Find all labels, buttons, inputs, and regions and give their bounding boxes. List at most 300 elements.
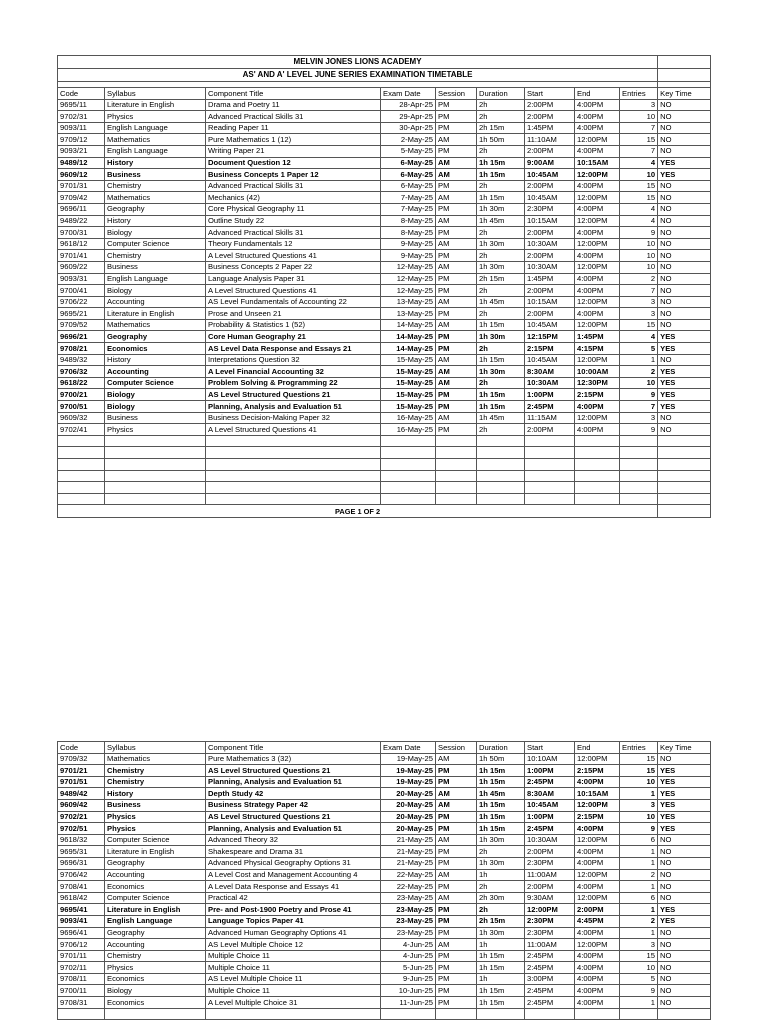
date-cell: 23-May-25	[381, 915, 436, 927]
session-cell: AM	[436, 377, 477, 389]
date-cell: 8-May-25	[381, 215, 436, 227]
key-time-cell: NO	[658, 273, 711, 285]
date-cell: 23-May-25	[381, 927, 436, 939]
timetable-page-2	[57, 741, 711, 1020]
start-cell: 11:10AM	[525, 134, 575, 146]
end-cell: 12:00PM	[575, 939, 620, 951]
start-cell: 2:00PM	[525, 250, 575, 262]
table-row	[58, 250, 711, 262]
syllabus-cell: Accounting	[105, 939, 206, 951]
column-header: End	[575, 88, 620, 100]
code-cell: 9702/11	[58, 962, 105, 974]
key-time-cell: YES	[658, 366, 711, 378]
entries-cell: 9	[620, 424, 658, 436]
duration-cell: 2h	[477, 308, 525, 320]
code-cell: 9701/41	[58, 250, 105, 262]
date-cell: 5-May-25	[381, 145, 436, 157]
column-header: Component Title	[206, 742, 381, 754]
duration-cell: 1h 30m	[477, 331, 525, 343]
date-cell: 21-May-25	[381, 834, 436, 846]
syllabus-cell: Economics	[105, 997, 206, 1009]
key-time-cell: NO	[658, 192, 711, 204]
session-cell: AM	[436, 157, 477, 169]
entries-cell: 1	[620, 846, 658, 858]
date-cell: 13-May-25	[381, 308, 436, 320]
empty-row	[58, 459, 711, 471]
duration-cell: 1h 15m	[477, 765, 525, 777]
session-cell: PM	[436, 915, 477, 927]
start-cell: 2:00PM	[525, 99, 575, 111]
start-cell: 10:15AM	[525, 296, 575, 308]
start-cell: 2:00PM	[525, 227, 575, 239]
session-cell: AM	[436, 788, 477, 800]
code-cell: 9702/21	[58, 811, 105, 823]
entries-cell: 15	[620, 134, 658, 146]
code-cell: 9696/21	[58, 331, 105, 343]
end-cell: 12:00PM	[575, 354, 620, 366]
entries-cell: 3	[620, 296, 658, 308]
session-cell: PM	[436, 985, 477, 997]
entries-cell: 5	[620, 973, 658, 985]
entries-cell: 2	[620, 366, 658, 378]
duration-cell: 1h 30m	[477, 261, 525, 273]
session-cell: PM	[436, 927, 477, 939]
start-cell: 2:45PM	[525, 950, 575, 962]
date-cell: 4-Jun-25	[381, 950, 436, 962]
duration-cell: 2h	[477, 904, 525, 916]
start-cell: 2:00PM	[525, 285, 575, 297]
code-cell: 9696/31	[58, 857, 105, 869]
start-cell: 9:30AM	[525, 892, 575, 904]
date-cell: 10-Jun-25	[381, 985, 436, 997]
key-time-cell: NO	[658, 215, 711, 227]
code-cell: 9701/31	[58, 180, 105, 192]
component-cell: Advanced Theory 32	[206, 834, 381, 846]
end-cell: 12:00PM	[575, 215, 620, 227]
code-cell: 9093/21	[58, 145, 105, 157]
end-cell: 12:00PM	[575, 834, 620, 846]
session-cell: PM	[436, 99, 477, 111]
date-cell: 22-May-25	[381, 881, 436, 893]
code-cell: 9695/41	[58, 904, 105, 916]
start-cell: 8:30AM	[525, 788, 575, 800]
table-row	[58, 962, 711, 974]
syllabus-cell: Geography	[105, 857, 206, 869]
syllabus-cell: History	[105, 215, 206, 227]
syllabus-cell: Geography	[105, 927, 206, 939]
key-time-cell: NO	[658, 145, 711, 157]
start-cell: 10:45AM	[525, 192, 575, 204]
end-cell: 12:00PM	[575, 412, 620, 424]
table-row	[58, 145, 711, 157]
component-cell: AS Level Data Response and Essays 21	[206, 343, 381, 355]
code-cell: 9709/42	[58, 192, 105, 204]
syllabus-cell: Mathematics	[105, 319, 206, 331]
session-cell: AM	[436, 261, 477, 273]
entries-cell: 1	[620, 354, 658, 366]
table-row	[58, 927, 711, 939]
component-cell: AS Level Fundamentals of Accounting 22	[206, 296, 381, 308]
column-header: Start	[525, 88, 575, 100]
date-cell: 14-May-25	[381, 343, 436, 355]
duration-cell: 2h	[477, 250, 525, 262]
session-cell: PM	[436, 857, 477, 869]
table-row	[58, 319, 711, 331]
key-time-cell: YES	[658, 788, 711, 800]
component-cell: AS Level Multiple Choice 12	[206, 939, 381, 951]
end-cell: 4:00PM	[575, 250, 620, 262]
session-cell: PM	[436, 180, 477, 192]
key-time-cell: NO	[658, 869, 711, 881]
key-time-cell: NO	[658, 285, 711, 297]
entries-cell: 6	[620, 892, 658, 904]
entries-cell: 1	[620, 927, 658, 939]
syllabus-cell: Mathematics	[105, 134, 206, 146]
table-row	[58, 788, 711, 800]
code-cell: 9702/51	[58, 823, 105, 835]
date-cell: 6-May-25	[381, 180, 436, 192]
date-cell: 6-May-25	[381, 157, 436, 169]
date-cell: 15-May-25	[381, 354, 436, 366]
code-cell: 9708/11	[58, 973, 105, 985]
code-cell: 9709/52	[58, 319, 105, 331]
table-row	[58, 811, 711, 823]
entries-cell: 7	[620, 145, 658, 157]
table-row	[58, 180, 711, 192]
end-cell: 12:00PM	[575, 238, 620, 250]
syllabus-cell: Economics	[105, 973, 206, 985]
table-row	[58, 122, 711, 134]
component-cell: Reading Paper 11	[206, 122, 381, 134]
column-header: Component Title	[206, 88, 381, 100]
session-cell: AM	[436, 753, 477, 765]
key-time-cell: YES	[658, 401, 711, 413]
syllabus-cell: History	[105, 354, 206, 366]
code-cell: 9709/12	[58, 134, 105, 146]
session-cell: PM	[436, 881, 477, 893]
end-cell: 4:00PM	[575, 950, 620, 962]
date-cell: 8-May-25	[381, 227, 436, 239]
end-cell: 12:00PM	[575, 296, 620, 308]
component-cell: AS Level Structured Questions 21	[206, 765, 381, 777]
table-row	[58, 203, 711, 215]
key-time-cell: NO	[658, 892, 711, 904]
syllabus-cell: Chemistry	[105, 250, 206, 262]
end-cell: 4:00PM	[575, 285, 620, 297]
code-cell: 9701/11	[58, 950, 105, 962]
start-cell: 1:45PM	[525, 122, 575, 134]
session-cell: AM	[436, 892, 477, 904]
duration-cell: 1h 30m	[477, 203, 525, 215]
component-cell: Writing Paper 21	[206, 145, 381, 157]
component-cell: AS Level Structured Questions 21	[206, 811, 381, 823]
column-header: Syllabus	[105, 88, 206, 100]
start-cell: 11:00AM	[525, 939, 575, 951]
table-row	[58, 227, 711, 239]
key-time-cell: NO	[658, 99, 711, 111]
table-row	[58, 308, 711, 320]
start-cell: 2:30PM	[525, 857, 575, 869]
duration-cell: 2h	[477, 846, 525, 858]
code-cell: 9706/22	[58, 296, 105, 308]
table-row	[58, 389, 711, 401]
start-cell: 10:30AM	[525, 238, 575, 250]
syllabus-cell: Literature in English	[105, 308, 206, 320]
table-row	[58, 134, 711, 146]
session-cell: PM	[436, 331, 477, 343]
session-cell: PM	[436, 145, 477, 157]
code-cell: 9700/51	[58, 401, 105, 413]
end-cell: 4:00PM	[575, 857, 620, 869]
component-cell: Prose and Unseen 21	[206, 308, 381, 320]
table-row	[58, 169, 711, 181]
component-cell: Planning, Analysis and Evaluation 51	[206, 401, 381, 413]
end-cell: 4:00PM	[575, 997, 620, 1009]
entries-cell: 7	[620, 285, 658, 297]
session-cell: PM	[436, 227, 477, 239]
end-cell: 12:00PM	[575, 192, 620, 204]
syllabus-cell: Physics	[105, 111, 206, 123]
empty-row	[58, 470, 711, 482]
date-cell: 29-Apr-25	[381, 111, 436, 123]
start-cell: 2:30PM	[525, 915, 575, 927]
duration-cell: 1h 15m	[477, 389, 525, 401]
component-cell: Core Physical Geography 11	[206, 203, 381, 215]
date-cell: 2-May-25	[381, 134, 436, 146]
entries-cell: 15	[620, 180, 658, 192]
duration-cell: 1h 45m	[477, 412, 525, 424]
entries-cell: 1	[620, 881, 658, 893]
start-cell: 10:45AM	[525, 799, 575, 811]
component-cell: Mechanics (42)	[206, 192, 381, 204]
entries-cell: 2	[620, 273, 658, 285]
empty-row	[58, 1008, 711, 1020]
key-time-cell: YES	[658, 343, 711, 355]
component-cell: A Level Structured Questions 41	[206, 424, 381, 436]
session-cell: AM	[436, 169, 477, 181]
column-header: Duration	[477, 88, 525, 100]
date-cell: 14-May-25	[381, 319, 436, 331]
code-cell: 9489/22	[58, 215, 105, 227]
syllabus-cell: Business	[105, 169, 206, 181]
code-cell: 9700/21	[58, 389, 105, 401]
start-cell: 3:00PM	[525, 973, 575, 985]
syllabus-cell: Geography	[105, 203, 206, 215]
duration-cell: 2h	[477, 145, 525, 157]
entries-cell: 1	[620, 997, 658, 1009]
table-row	[58, 285, 711, 297]
key-time-cell: NO	[658, 122, 711, 134]
syllabus-cell: Chemistry	[105, 765, 206, 777]
end-cell: 4:00PM	[575, 823, 620, 835]
duration-cell: 1h 15m	[477, 985, 525, 997]
duration-cell: 1h 15m	[477, 401, 525, 413]
duration-cell: 1h 15m	[477, 319, 525, 331]
duration-cell: 1h 15m	[477, 354, 525, 366]
table-row	[58, 296, 711, 308]
start-cell: 10:45AM	[525, 169, 575, 181]
timetable-subtitle: AS' AND A' LEVEL JUNE SERIES EXAMINATION TIMETABLE	[58, 69, 658, 82]
duration-cell: 2h 15m	[477, 273, 525, 285]
end-cell: 12:00PM	[575, 753, 620, 765]
code-cell: 9609/32	[58, 412, 105, 424]
column-header: Code	[58, 88, 105, 100]
start-cell: 11:15AM	[525, 412, 575, 424]
session-cell: AM	[436, 238, 477, 250]
end-cell: 4:00PM	[575, 111, 620, 123]
start-cell: 2:00PM	[525, 424, 575, 436]
start-cell: 2:30PM	[525, 927, 575, 939]
start-cell: 2:00PM	[525, 881, 575, 893]
session-cell: PM	[436, 122, 477, 134]
syllabus-cell: Literature in English	[105, 99, 206, 111]
start-cell: 1:45PM	[525, 273, 575, 285]
date-cell: 20-May-25	[381, 788, 436, 800]
table-row	[58, 261, 711, 273]
end-cell: 4:15PM	[575, 343, 620, 355]
date-cell: 23-May-25	[381, 904, 436, 916]
session-cell: AM	[436, 192, 477, 204]
syllabus-cell: Biology	[105, 401, 206, 413]
entries-cell: 15	[620, 765, 658, 777]
entries-cell: 15	[620, 950, 658, 962]
component-cell: Pure Mathematics 1 (12)	[206, 134, 381, 146]
syllabus-cell: Biology	[105, 985, 206, 997]
code-cell: 9609/42	[58, 799, 105, 811]
component-cell: Planning, Analysis and Evaluation 51	[206, 823, 381, 835]
session-cell: AM	[436, 215, 477, 227]
entries-cell: 10	[620, 811, 658, 823]
end-cell: 4:00PM	[575, 401, 620, 413]
entries-cell: 4	[620, 203, 658, 215]
entries-cell: 10	[620, 238, 658, 250]
start-cell: 10:45AM	[525, 354, 575, 366]
session-cell: AM	[436, 939, 477, 951]
code-cell: 9696/11	[58, 203, 105, 215]
end-cell: 4:00PM	[575, 881, 620, 893]
session-cell: AM	[436, 134, 477, 146]
date-cell: 20-May-25	[381, 823, 436, 835]
component-cell: A Level Data Response and Essays 41	[206, 881, 381, 893]
date-cell: 28-Apr-25	[381, 99, 436, 111]
table-row	[58, 343, 711, 355]
entries-cell: 2	[620, 915, 658, 927]
key-time-cell: NO	[658, 134, 711, 146]
session-cell: AM	[436, 834, 477, 846]
end-cell: 4:00PM	[575, 99, 620, 111]
key-time-cell: YES	[658, 823, 711, 835]
column-header: Code	[58, 742, 105, 754]
syllabus-cell: Computer Science	[105, 892, 206, 904]
duration-cell: 1h 45m	[477, 215, 525, 227]
session-cell: PM	[436, 776, 477, 788]
table-row	[58, 799, 711, 811]
column-header: Entries	[620, 88, 658, 100]
code-cell: 9706/32	[58, 366, 105, 378]
start-cell: 2:45PM	[525, 401, 575, 413]
key-time-cell: NO	[658, 354, 711, 366]
session-cell: AM	[436, 412, 477, 424]
date-cell: 9-May-25	[381, 250, 436, 262]
key-time-cell: YES	[658, 765, 711, 777]
key-time-cell: NO	[658, 881, 711, 893]
syllabus-cell: English Language	[105, 273, 206, 285]
start-cell: 12:15PM	[525, 331, 575, 343]
duration-cell: 2h	[477, 99, 525, 111]
key-time-cell: NO	[658, 962, 711, 974]
column-header: Session	[436, 742, 477, 754]
duration-cell: 1h 15m	[477, 192, 525, 204]
end-cell: 1:45PM	[575, 331, 620, 343]
component-cell: Probability & Statistics 1 (52)	[206, 319, 381, 331]
key-time-cell: YES	[658, 915, 711, 927]
key-time-cell: NO	[658, 308, 711, 320]
end-cell: 4:45PM	[575, 915, 620, 927]
code-cell: 9702/31	[58, 111, 105, 123]
date-cell: 12-May-25	[381, 261, 436, 273]
syllabus-cell: English Language	[105, 122, 206, 134]
session-cell: PM	[436, 401, 477, 413]
component-cell: Business Concepts 2 Paper 22	[206, 261, 381, 273]
end-cell: 4:00PM	[575, 985, 620, 997]
key-time-cell: NO	[658, 927, 711, 939]
end-cell: 4:00PM	[575, 180, 620, 192]
table-row	[58, 857, 711, 869]
end-cell: 2:15PM	[575, 765, 620, 777]
key-time-cell: YES	[658, 331, 711, 343]
component-cell: Business Concepts 1 Paper 12	[206, 169, 381, 181]
entries-cell: 3	[620, 99, 658, 111]
code-cell: 9709/32	[58, 753, 105, 765]
duration-cell: 2h	[477, 180, 525, 192]
component-cell: Document Question 12	[206, 157, 381, 169]
end-cell: 12:00PM	[575, 799, 620, 811]
date-cell: 19-May-25	[381, 753, 436, 765]
table-row	[58, 424, 711, 436]
duration-cell: 1h 15m	[477, 776, 525, 788]
date-cell: 15-May-25	[381, 366, 436, 378]
duration-cell: 1h 15m	[477, 823, 525, 835]
component-cell: Multiple Choice 11	[206, 962, 381, 974]
code-cell: 9093/31	[58, 273, 105, 285]
entries-cell: 3	[620, 412, 658, 424]
component-cell: Shakespeare and Drama 31	[206, 846, 381, 858]
session-cell: PM	[436, 389, 477, 401]
start-cell: 10:30AM	[525, 834, 575, 846]
date-cell: 7-May-25	[381, 203, 436, 215]
date-cell: 15-May-25	[381, 377, 436, 389]
start-cell: 2:15PM	[525, 343, 575, 355]
duration-cell: 2h	[477, 343, 525, 355]
component-cell: Interpretations Question 32	[206, 354, 381, 366]
duration-cell: 1h 45m	[477, 296, 525, 308]
date-cell: 13-May-25	[381, 296, 436, 308]
syllabus-cell: Biology	[105, 389, 206, 401]
start-cell: 10:30AM	[525, 261, 575, 273]
end-cell: 12:00PM	[575, 892, 620, 904]
date-cell: 15-May-25	[381, 401, 436, 413]
table-row	[58, 157, 711, 169]
date-cell: 21-May-25	[381, 846, 436, 858]
table-row	[58, 823, 711, 835]
code-cell: 9618/22	[58, 377, 105, 389]
session-cell: PM	[436, 250, 477, 262]
session-cell: PM	[436, 962, 477, 974]
date-cell: 22-May-25	[381, 869, 436, 881]
date-cell: 19-May-25	[381, 765, 436, 777]
key-time-cell: NO	[658, 424, 711, 436]
syllabus-cell: Computer Science	[105, 238, 206, 250]
